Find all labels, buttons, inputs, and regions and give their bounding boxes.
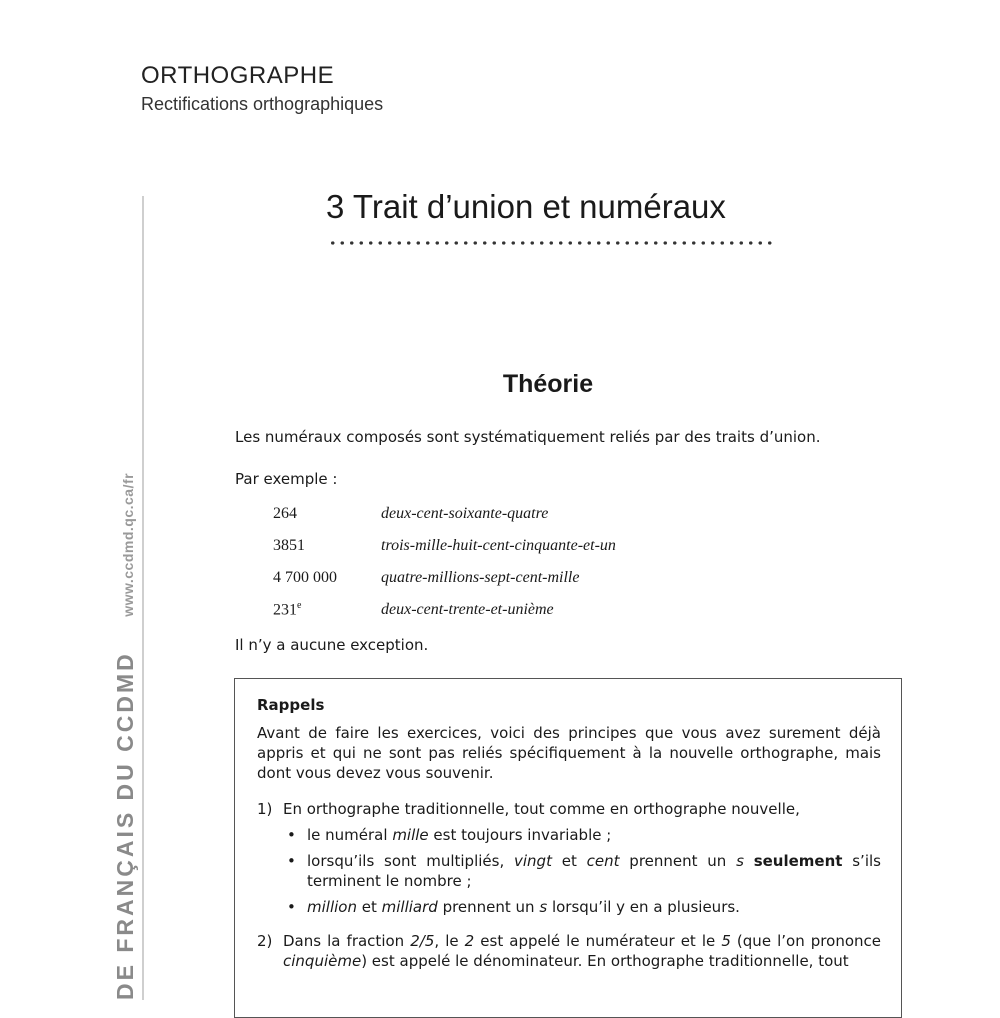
side-url: www.ccdmd.qc.ca/fr (120, 472, 136, 617)
example-row (273, 562, 616, 594)
header-title: ORTHOGRAPHE (141, 62, 335, 89)
exception-note: Il n’y a aucune exception. (235, 636, 429, 654)
side-brand: DE FRANÇAIS DU CCDMD (112, 651, 138, 1000)
rappels-box (234, 678, 902, 1018)
example-number: 231e (273, 600, 302, 619)
chapter-title: 3 Trait d’union et numéraux (326, 188, 726, 225)
example-words: quatre-millions-sept-cent-mille (381, 569, 580, 586)
rappels-intro: Avant de faire les exercices, voici des principes que vous avez surement déjà appris et qui ne sont pas reliés spécifiquement à la nouvelle orthographe, mais dont vous devez vous souvenir. (257, 724, 881, 782)
rappels-title: Rappels (257, 696, 325, 714)
dotted-rule (328, 240, 772, 246)
item-text: En orthographe traditionnelle, tout comme en orthographe nouvelle, (283, 800, 800, 818)
rappel-bullets (257, 825, 881, 917)
example-number: 4 700 000 (273, 569, 337, 586)
item-number: 2) (257, 932, 273, 950)
item-number: 1) (257, 800, 273, 818)
list-item: • le numéral mille est toujours invariable ; (307, 825, 881, 845)
example-words: deux-cent-trente-et-unième (381, 601, 554, 618)
example-number: 264 (273, 505, 297, 522)
example-row (273, 530, 616, 562)
theory-intro: Les numéraux composés sont systématiquement reliés par des traits d’union. (235, 428, 821, 446)
section-heading: Théorie (502, 370, 594, 398)
example-words: trois-mille-huit-cent-cinquante-et-un (381, 537, 616, 554)
item-text: Dans la fraction 2/5, le 2 est appelé le numérateur et le 5 (que l’on prononce cinquième) est appelé le dénominateur. En orthographe traditionnelle, tout (283, 932, 881, 970)
list-item: • million et milliard prennent un s lorsqu’il y en a plusieurs. (307, 897, 881, 917)
list-item: • lorsqu’ils sont multipliés, vingt et cent prennent un s seulement s’ils terminent le nombre ; (307, 851, 881, 891)
rappel-item-2 (257, 931, 881, 971)
example-words: deux-cent-soixante-quatre (381, 505, 549, 522)
example-label: Par exemple : (235, 470, 338, 488)
side-banner (112, 473, 139, 1000)
example-row (273, 594, 616, 626)
page-header (141, 62, 383, 115)
header-subtitle: Rectifications orthographiques (141, 94, 384, 114)
example-number: 3851 (273, 537, 305, 554)
ordinal-suffix: e (297, 600, 302, 612)
example-row (273, 498, 616, 530)
rappel-item-1 (257, 799, 881, 819)
side-rule (142, 196, 144, 1000)
examples-list (273, 498, 616, 626)
